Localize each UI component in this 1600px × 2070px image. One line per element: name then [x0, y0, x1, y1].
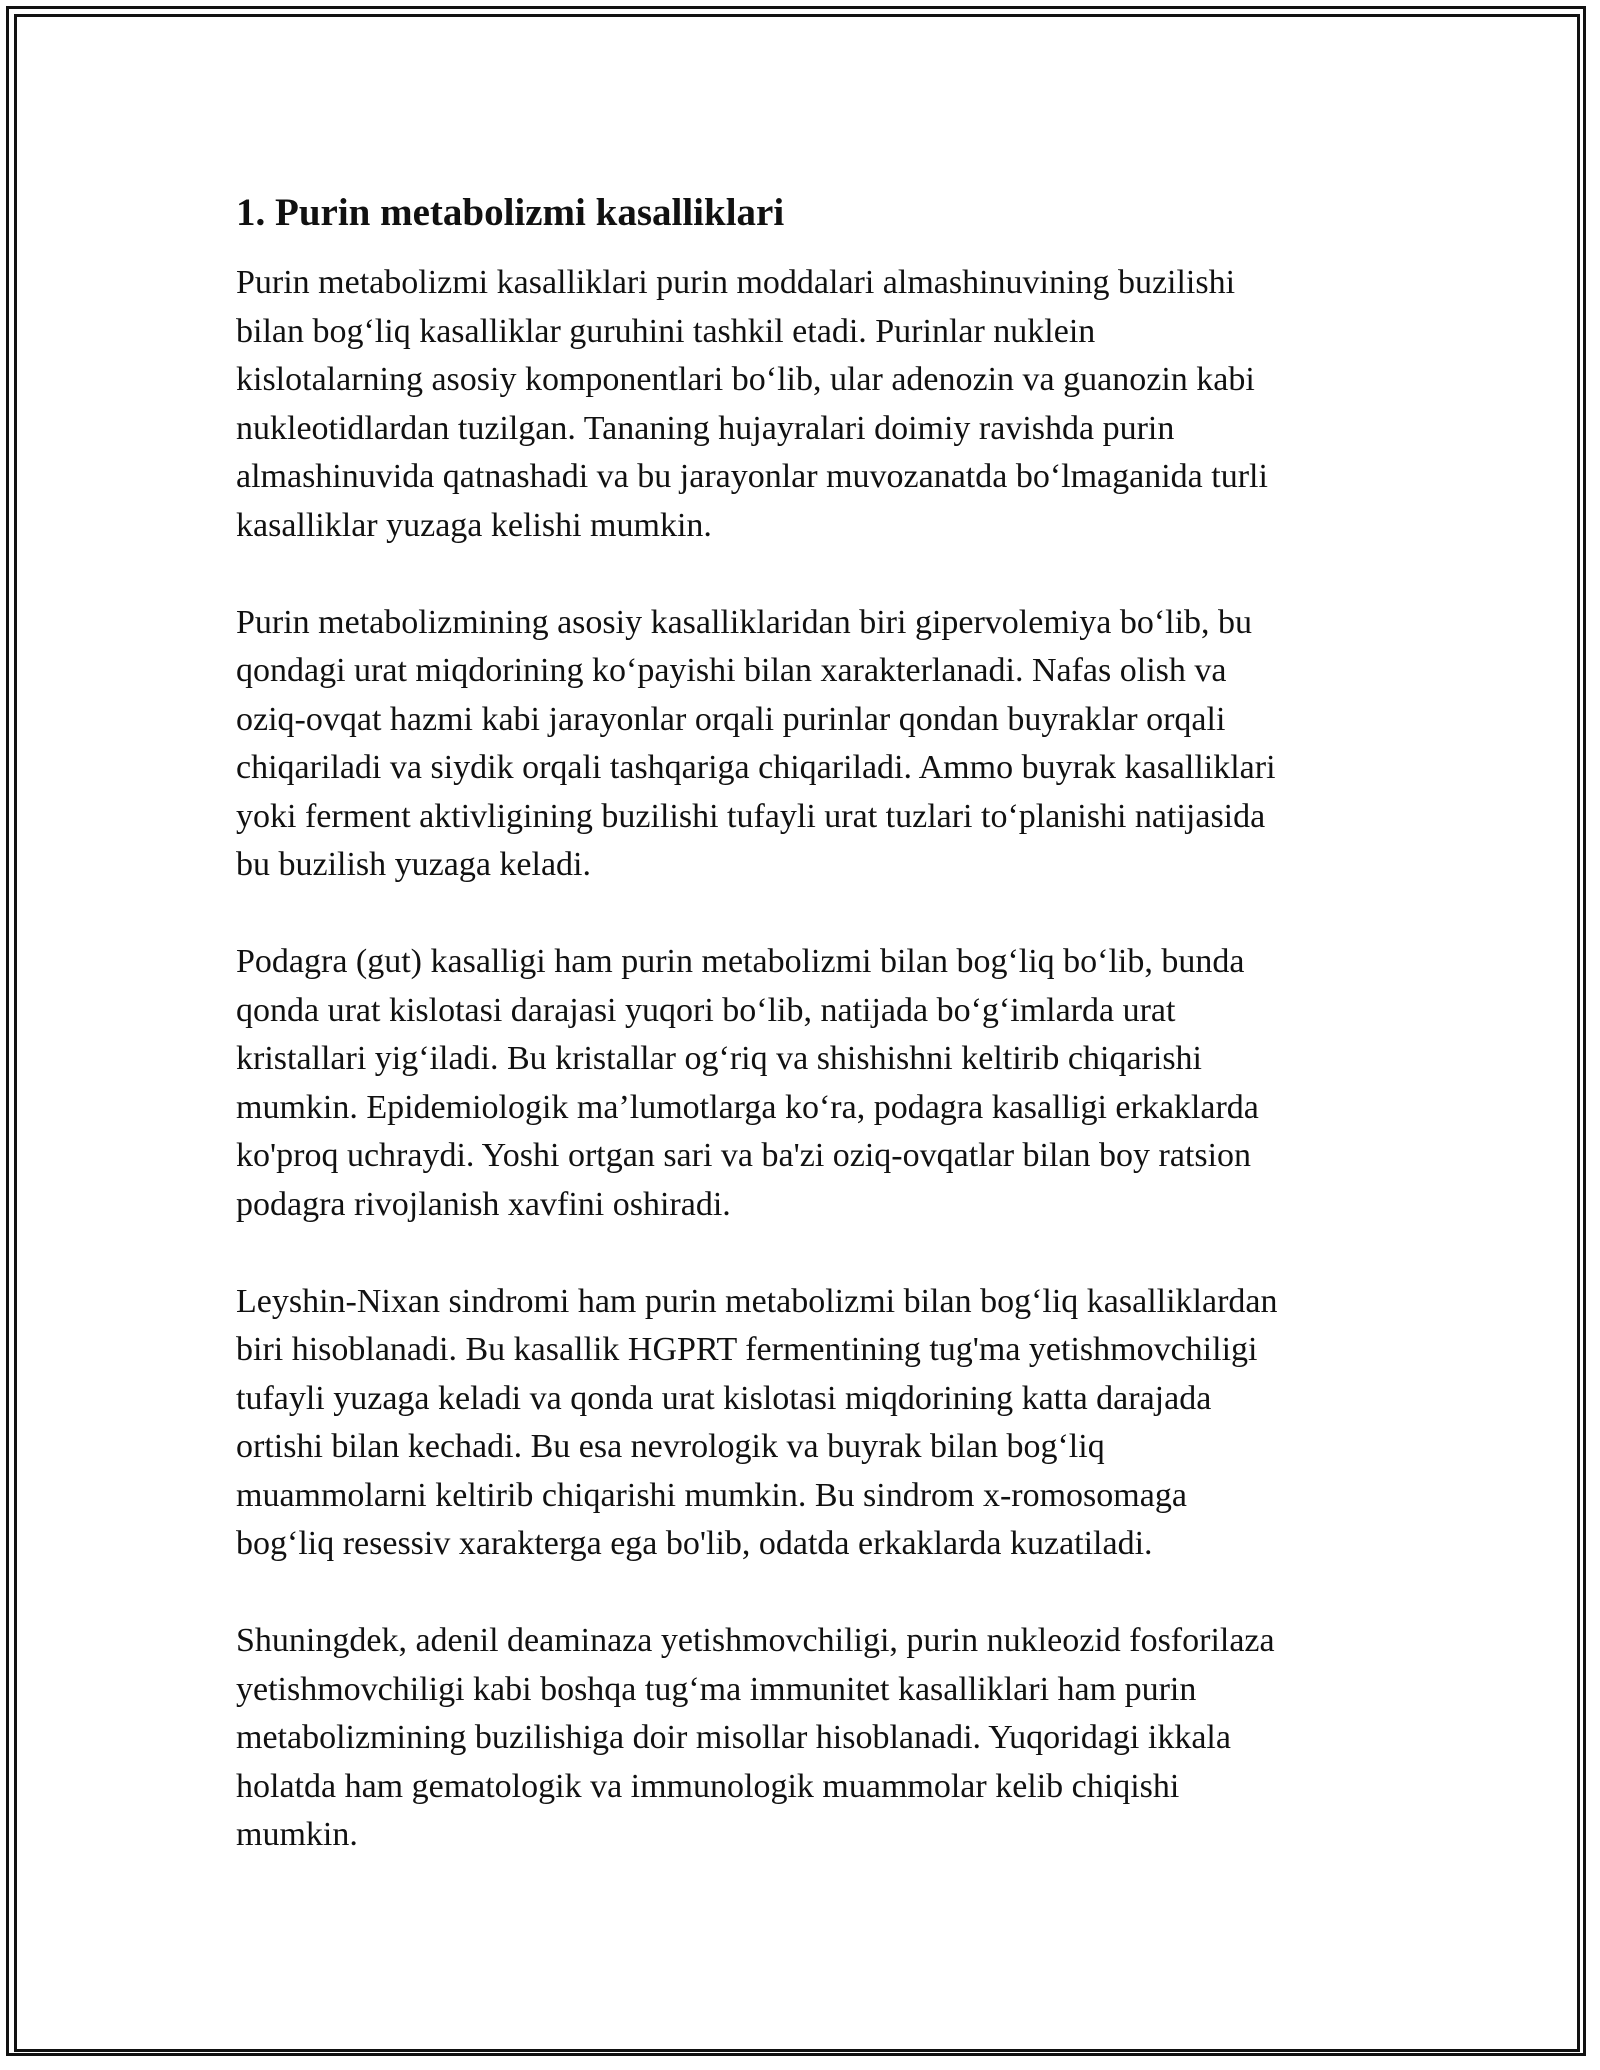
paragraph-1 [236, 259, 1376, 550]
paragraph-line: Leyshin-Nixan sindromi ham purin metabolizmi bilan bog‘liq kasalliklardan [236, 1282, 1278, 1320]
paragraph-line: nukleotidlardan tuzilgan. Tananing hujayralari doimiy ravishda purin [236, 409, 1175, 447]
paragraph-line: bog‘liq resessiv xarakterga ega bo'lib, odatda erkaklarda kuzatiladi. [236, 1525, 1153, 1562]
paragraph-line: oziq-ovqat hazmi kabi jarayonlar orqali purinlar qondan buyraklar orqali [236, 700, 1226, 738]
paragraph-5 [236, 1617, 1376, 1860]
paragraph-line: Purin metabolizmi kasalliklari purin moddalari almashinuvining buzilishi [236, 264, 1236, 301]
paragraph-line: kasalliklar yuzaga kelishi mumkin. [236, 506, 712, 544]
paragraph-line: chiqariladi va siydik orqali tashqariga chiqariladi. Ammo buyrak kasalliklari [236, 749, 1276, 786]
paragraph-2 [236, 599, 1376, 890]
paragraph-line: yoki ferment aktivligining buzilishi tufayli urat tuzlari to‘planishi natijasida [236, 797, 1266, 835]
paragraph-line: almashinuvida qatnashadi va bu jarayonlar muvozanatda bo‘lmaganida turli [236, 458, 1268, 495]
paragraph-line: mumkin. [236, 1816, 358, 1853]
paragraph-line: bilan bog‘liq kasalliklar guruhini tashkil etadi. Purinlar nuklein [236, 312, 1096, 350]
paragraph-line: muammolarni keltirib chiqarishi mumkin. Bu sindrom x-romosomaga [236, 1476, 1187, 1514]
paragraph-line: Shuningdek, adenil deaminaza yetishmovchiligi, purin nukleozid fosforilaza [236, 1622, 1275, 1659]
paragraph-line: qonda urat kislotasi darajasi yuqori bo‘lib, natijada bo‘g‘imlarda urat [236, 991, 1176, 1029]
paragraph-line: ko'proq uchraydi. Yoshi ortgan sari va ba'zi oziq-ovqatlar bilan boy ratsion [236, 1137, 1252, 1174]
paragraph-line: holatda ham gematologik va immunologik muammolar kelib chiqishi [236, 1767, 1180, 1805]
paragraph-line: tufayli yuzaga keladi va qonda urat kislotasi miqdorining katta darajada [236, 1379, 1212, 1417]
paragraph-line: kristallari yig‘iladi. Bu kristallar og‘riq va shishishni keltirib chiqarishi [236, 1040, 1202, 1077]
paragraph-line: biri hisoblanadi. Bu kasallik HGPRT fermentining tug'ma yetishmovchiligi [236, 1331, 1258, 1368]
paragraph-line: metabolizmining buzilishiga doir misollar hisoblanadi. Yuqoridagi ikkala [236, 1719, 1231, 1756]
paragraph-line: qondagi urat miqdorining ko‘payishi bilan xarakterlanadi. Nafas olish va [236, 652, 1227, 689]
paragraph-line: podagra rivojlanish xavfini oshiradi. [236, 1185, 731, 1223]
document-body [236, 185, 1376, 1908]
paragraph-line: yetishmovchiligi kabi boshqa tug‘ma immunitet kasalliklari ham purin [236, 1670, 1197, 1708]
paragraph-line: kislotalarning asosiy komponentlari bo‘lib, ular adenozin va guanozin kabi [236, 361, 1255, 398]
paragraph-3 [236, 938, 1376, 1229]
paragraph-line: mumkin. Epidemiologik ma’lumotlarga ko‘ra, podagra kasalligi erkaklarda [236, 1088, 1259, 1126]
section-heading: 1. Purin metabolizmi kasalliklari [236, 191, 785, 234]
paragraph-line: Podagra (gut) kasalligi ham purin metabolizmi bilan bog‘liq bo‘lib, bunda [236, 943, 1245, 980]
paragraph-4 [236, 1278, 1376, 1569]
paragraph-line: bu buzilish yuzaga keladi. [236, 846, 592, 883]
paragraph-line: ortishi bilan kechadi. Bu esa nevrologik va buyrak bilan bog‘liq [236, 1428, 1105, 1465]
paragraph-line: Purin metabolizmining asosiy kasalliklaridan biri gipervolemiya bo‘lib, bu [236, 603, 1253, 641]
